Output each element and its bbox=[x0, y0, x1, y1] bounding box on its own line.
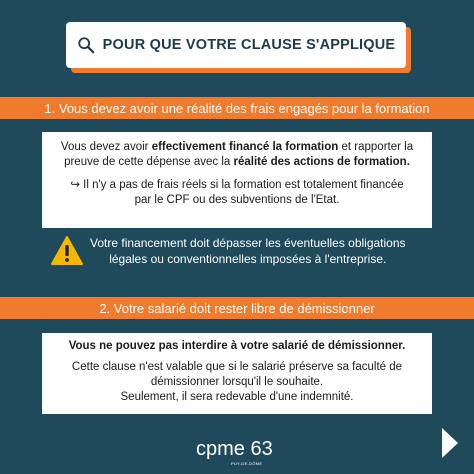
chevron-right-icon[interactable] bbox=[440, 426, 460, 460]
section-1-heading: 1. Vous devez avoir une réalité des frais engagés pour la formation bbox=[0, 97, 474, 119]
warning-triangle-icon bbox=[50, 235, 84, 267]
section-1-line-2: preuve de cette dépense avec la réalité des actions de formation. bbox=[64, 156, 410, 168]
magnifier-icon bbox=[77, 36, 95, 54]
cpme-logo bbox=[196, 438, 296, 470]
section-2-heading: 2. Votre salarié doit rester libre de démissionner bbox=[0, 297, 474, 319]
section-2-bold-line: Vous ne pouvez pas interdire à votre salarié de démissionner. bbox=[68, 340, 406, 352]
logo-text: cpme 63 bbox=[196, 438, 273, 460]
section-1-note-1: ↪ Il n'y a pas de frais réels si la formation est totalement financée bbox=[70, 179, 404, 191]
section-1-line-1: Vous devez avoir effectivement financé la formation et rapporter la bbox=[60, 141, 414, 153]
title-box bbox=[66, 22, 406, 68]
page-title: POUR QUE VOTRE CLAUSE S'APPLIQUE bbox=[102, 37, 396, 53]
logo-subtitle: PUY-DE-DÔME bbox=[231, 461, 263, 466]
section-1-card bbox=[42, 132, 432, 228]
section-2-line-3: Seulement, il sera redevable d'une indemnité. bbox=[120, 391, 354, 403]
section-2-line-2: démissionner lorsqu'il le souhaite. bbox=[150, 376, 324, 388]
section-2-card bbox=[42, 333, 432, 414]
warning-text: Votre financement doit dépasser les éventuelles obligations légales ou conventionnelles imposées à l'entreprise. bbox=[90, 236, 406, 266]
section-1-note-2: par le CPF ou des subventions de l'Etat. bbox=[134, 194, 340, 206]
section-2-line-1: Cette clause n'est valable que si le salarié préserve sa faculté de bbox=[71, 361, 403, 373]
warning-callout bbox=[50, 231, 430, 271]
